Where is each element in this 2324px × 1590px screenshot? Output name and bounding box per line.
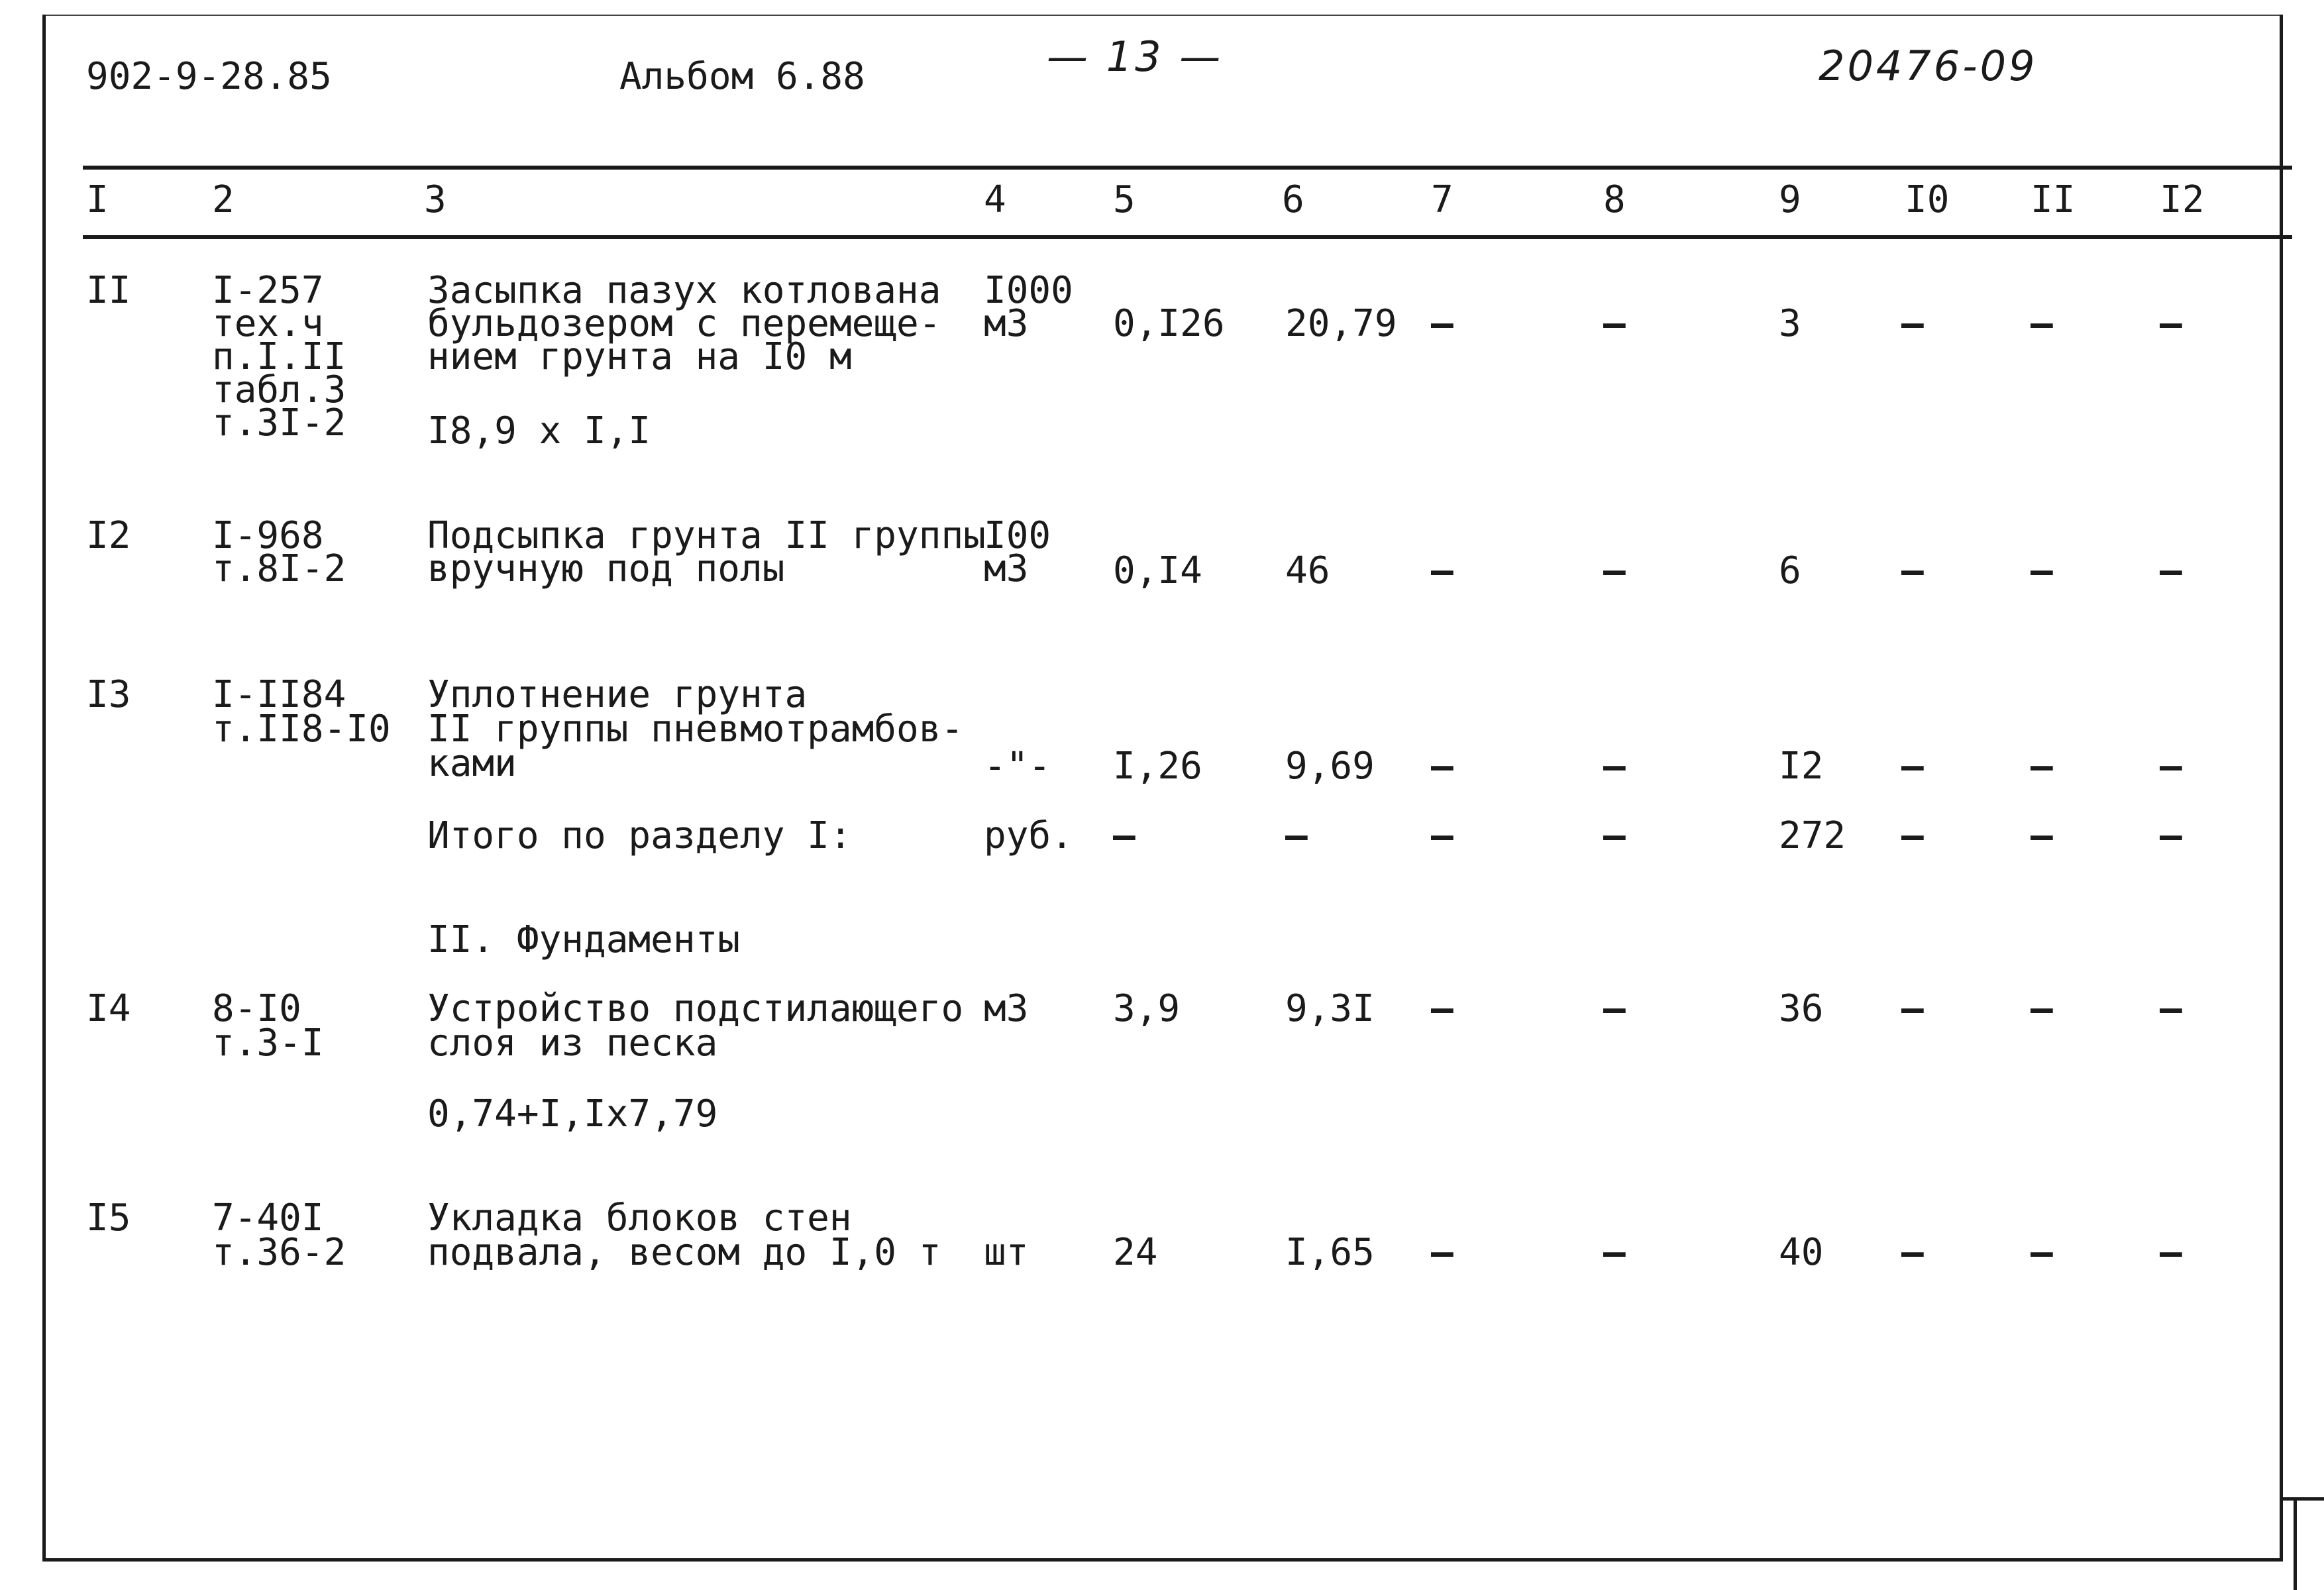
total-cost: I2: [1779, 745, 1824, 788]
page-number: — 13 —: [1047, 32, 1224, 81]
norm-code: т.3I-2: [212, 401, 346, 445]
col11-value: –: [2031, 302, 2053, 345]
unit-price: 9,3I: [1285, 987, 1375, 1030]
inventory-number: 20476-09: [1819, 42, 2038, 90]
frame-corner-mark-vertical: [2294, 1497, 2297, 1590]
col10-value: –: [1901, 987, 1924, 1030]
norm-code: п.I.II: [212, 335, 346, 378]
col7-value: –: [1431, 987, 1453, 1030]
column-header: 6: [1282, 178, 1304, 221]
col11-value: –: [2031, 814, 2053, 857]
column-header: 3: [424, 178, 447, 221]
col7-value: –: [1431, 814, 1453, 857]
unit: -"-: [984, 745, 1051, 788]
quantity: 0,I4: [1113, 549, 1202, 592]
unit-price: 9,69: [1285, 745, 1375, 788]
unit-price: 46: [1285, 549, 1330, 592]
work-description: вручную под полы: [427, 547, 785, 590]
total-cost: 6: [1779, 549, 1801, 592]
norm-code: I-968: [212, 514, 324, 557]
col11-value: –: [2031, 1231, 2053, 1274]
column-header: 5: [1113, 178, 1136, 221]
total-cost: 36: [1779, 987, 1824, 1030]
total-cost: 272: [1779, 814, 1846, 857]
col12-value: –: [2160, 814, 2182, 857]
subtotal-label: Итого по разделу I:: [427, 814, 852, 857]
col12-value: –: [2160, 302, 2182, 345]
calculation-formula: 0,74+I,Ix7,79: [427, 1092, 718, 1136]
column-header: I0: [1905, 178, 1950, 221]
unit: руб.: [984, 814, 1073, 857]
col7-value: –: [1431, 302, 1453, 345]
total-cost: 3: [1779, 302, 1801, 345]
work-description: ками: [427, 742, 517, 785]
work-description: Засыпка пазух котлована: [427, 269, 941, 312]
frame-corner-mark: [2282, 1497, 2324, 1501]
col12-value: –: [2160, 987, 2182, 1030]
col8-value: –: [1603, 549, 1626, 592]
quantity: 24: [1113, 1231, 1158, 1274]
unit: I00: [984, 514, 1051, 557]
column-header: 2: [212, 178, 235, 221]
unit: м3: [984, 987, 1029, 1030]
work-description: бульдозером с перемеще-: [427, 302, 941, 345]
col10-value: –: [1901, 1231, 1924, 1274]
doc-code: 902-9-28.85: [86, 55, 332, 98]
col11-value: –: [2031, 745, 2053, 788]
row-number: I4: [86, 987, 131, 1030]
row-number: I3: [86, 673, 131, 716]
calculation-formula: I8,9 x I,I: [427, 409, 651, 452]
quantity: I,26: [1113, 745, 1202, 788]
row-number: I5: [86, 1196, 131, 1240]
unit-price: I,65: [1285, 1231, 1375, 1274]
column-header: 7: [1431, 178, 1453, 221]
norm-code: тех.ч: [212, 302, 324, 345]
col12-value: –: [2160, 745, 2182, 788]
col7-value: –: [1431, 745, 1453, 788]
norm-code: т.3-I: [212, 1022, 324, 1065]
work-description: Устройство подстилающего: [427, 987, 964, 1030]
column-header: 9: [1779, 178, 1801, 221]
unit: м3: [984, 547, 1029, 590]
col8-value: –: [1603, 987, 1626, 1030]
col8-value: –: [1603, 1231, 1626, 1274]
row-number: II: [86, 269, 131, 312]
norm-code: I-257: [212, 269, 324, 312]
col12-value: –: [2160, 1231, 2182, 1274]
column-header: I2: [2160, 178, 2205, 221]
unit-price: –: [1285, 814, 1308, 857]
column-header: 4: [984, 178, 1006, 221]
column-header: I: [86, 178, 109, 221]
col8-value: –: [1603, 814, 1626, 857]
header-rule-bottom: [83, 235, 2292, 239]
work-description: Уплотнение грунта: [427, 673, 808, 716]
header-rule-top: [83, 166, 2292, 170]
col10-value: –: [1901, 302, 1924, 345]
row-number: I2: [86, 514, 131, 557]
unit: шт: [984, 1231, 1029, 1274]
col11-value: –: [2031, 549, 2053, 592]
album-label: Альбом 6.88: [619, 55, 865, 98]
col10-value: –: [1901, 745, 1924, 788]
quantity: 3,9: [1113, 987, 1181, 1030]
total-cost: 40: [1779, 1231, 1824, 1274]
quantity: 0,I26: [1113, 302, 1225, 345]
work-description: Подсыпка грунта II группы: [427, 514, 986, 557]
col12-value: –: [2160, 549, 2182, 592]
norm-code: 8-I0: [212, 987, 301, 1030]
col11-value: –: [2031, 987, 2053, 1030]
norm-code: табл.3: [212, 368, 346, 411]
page-frame: [42, 15, 2283, 1562]
norm-code: т.8I-2: [212, 547, 346, 590]
work-description: нием грунта на I0 м: [427, 335, 852, 378]
work-description: подвала, весом до I,0 т: [427, 1231, 941, 1274]
col7-value: –: [1431, 549, 1453, 592]
unit: I000: [984, 269, 1073, 312]
col8-value: –: [1603, 745, 1626, 788]
col10-value: –: [1901, 549, 1924, 592]
work-description: слоя из песка: [427, 1022, 718, 1065]
norm-code: 7-40I: [212, 1196, 324, 1240]
col10-value: –: [1901, 814, 1924, 857]
work-description: Укладка блоков стен: [427, 1196, 852, 1240]
col7-value: –: [1431, 1231, 1453, 1274]
quantity: –: [1113, 814, 1136, 857]
norm-code: I-II84: [212, 673, 346, 716]
norm-code: т.II8-I0: [212, 708, 391, 751]
norm-code: т.36-2: [212, 1231, 346, 1274]
unit-price: 20,79: [1285, 302, 1397, 345]
column-header: II: [2031, 178, 2076, 221]
work-description: II группы пневмотрамбов-: [427, 708, 964, 751]
unit: м3: [984, 302, 1029, 345]
section-title: II. Фундаменты: [427, 918, 741, 961]
col8-value: –: [1603, 302, 1626, 345]
column-header: 8: [1603, 178, 1626, 221]
